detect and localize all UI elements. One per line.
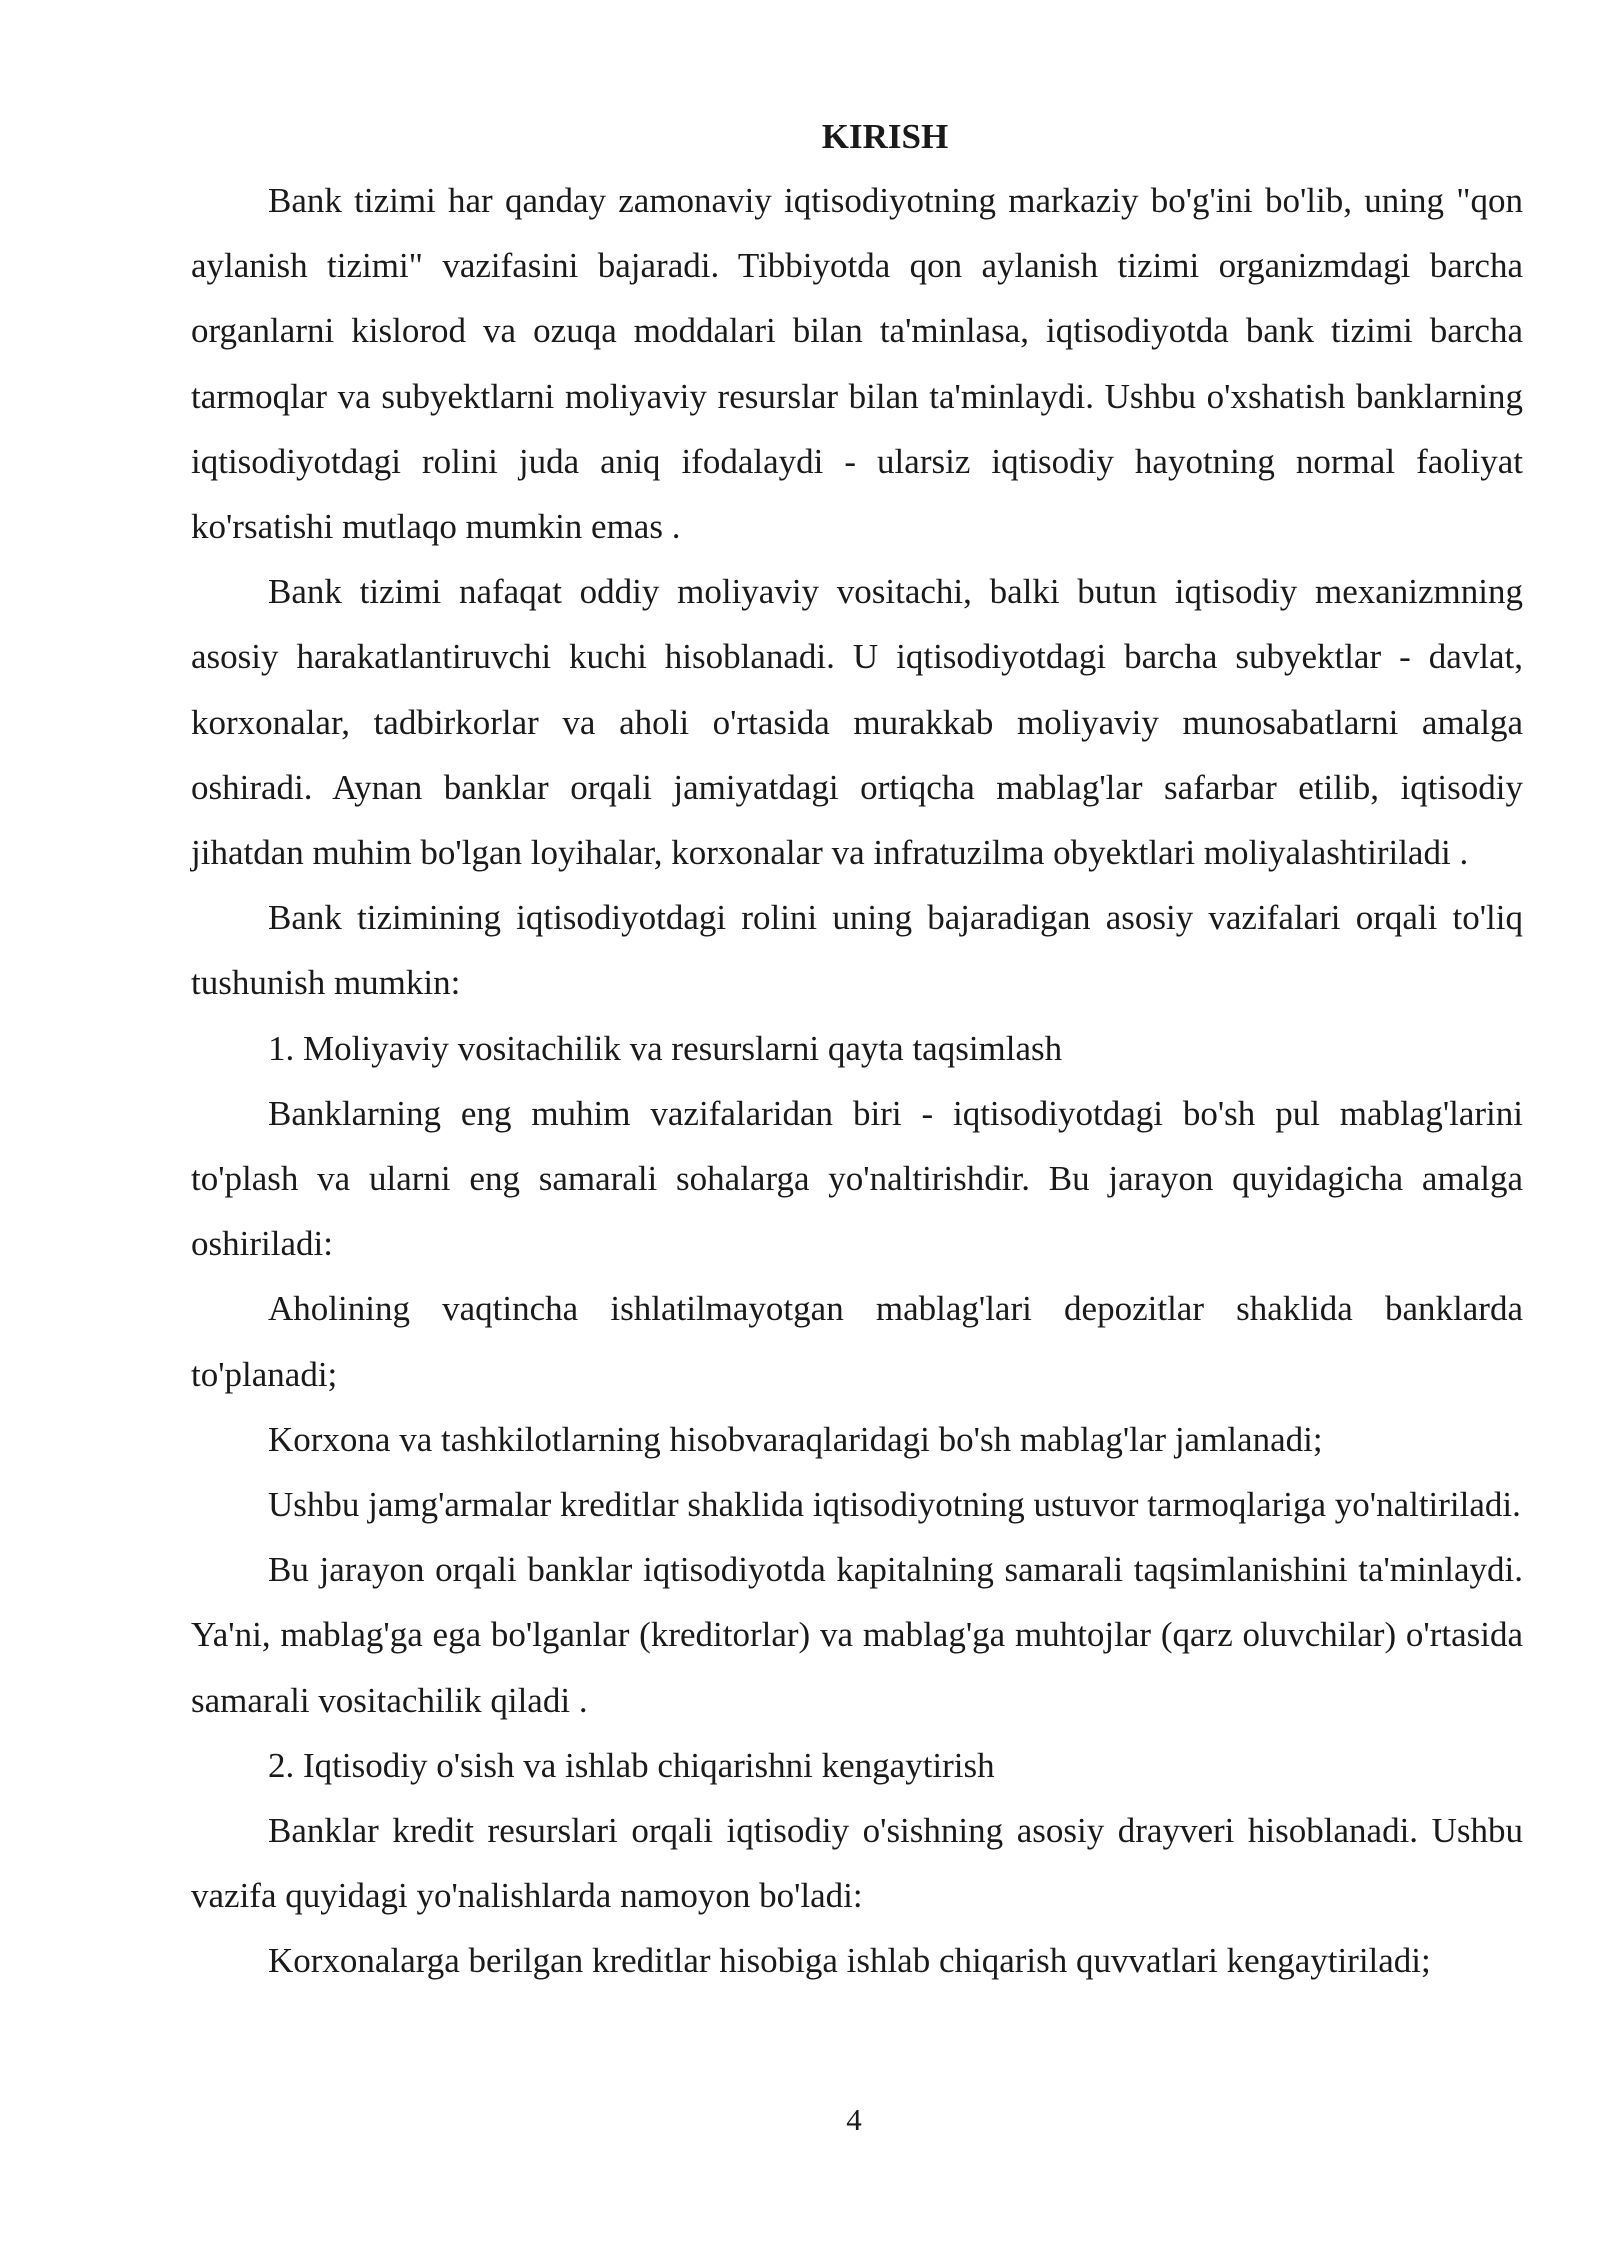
paragraph-intro: Bank tizimi har qanday zamonaviy iqtisodiyotning markaziy bo'g'ini bo'lib, uning "qon aylanish tizimi" vazifasini bajaradi. Tibbiyotda qon aylanish tizimi organizmdagi barcha organlarni kislorod va ozuqa moddalari bilan ta'minlasa, iqtisodiyotda bank tizimi barcha tarmoqlar va subyektlarni moliyaviy resurslar bilan ta'minlaydi. Ushbu o'xshatish banklarning iqtisodiyotdagi rolini juda aniq ifodalaydi - ularsiz iqtisodiy hayotning normal faoliyat ko'rsatishi mutlaqo mumkin emas . xyxy=(191,181,1523,547)
document-body xyxy=(191,106,1523,1994)
section-title: KIRISH xyxy=(821,117,949,156)
paragraph-credit-driver: Banklar kredit resurslari orqali iqtisodiy o'sishning asosiy drayveri hisoblanadi. Ushbu vazifa quyidagi yo'nalishlarda namoyon bo'ladi: xyxy=(191,1811,1523,1916)
paragraph-enterprise-funds: Korxona va tashkilotlarning hisobvaraqlaridagi bo'sh mablag'lar jamlanadi; xyxy=(268,1419,1323,1459)
heading-economic-growth: 2. Iqtisodiy o'sish va ishlab chiqarishni kengaytirish xyxy=(268,1745,995,1785)
paragraph-capacity-expansion: Korxonalarga berilgan kreditlar hisobiga ishlab chiqarish quvvatlari kengaytiriladi; xyxy=(268,1941,1431,1981)
paragraph-savings-credits: Ushbu jamg'armalar kreditlar shaklida iqtisodiyotning ustuvor tarmoqlariga yo'naltiriladi. xyxy=(268,1485,1521,1525)
paragraph-deposits: Aholining vaqtincha ishlatilmayotgan mablag'lari depozitlar shaklida banklarda to'planadi; xyxy=(191,1289,1523,1394)
paragraph-capital-allocation: Bu jarayon orqali banklar iqtisodiyotda kapitalning samarali taqsimlanishini ta'minlaydi. Ya'ni, mablag'ga ega bo'lganlar (kreditorlar) va mablag'ga muhtojlar (qarz oluvchilar) o'rtasida samarali vositachilik qiladi . xyxy=(191,1550,1523,1720)
paragraph-banks-functions: Banklarning eng muhim vazifalaridan biri - iqtisodiyotdagi bo'sh pul mablag'larini to'plash va ularni eng samarali sohalarga yo'naltirishdir. Bu jarayon quyidagicha amalga oshiriladi: xyxy=(191,1093,1523,1264)
page-number: 4 xyxy=(846,2102,862,2137)
paragraph-bank-system: Bank tizimi nafaqat oddiy moliyaviy vositachi, balki butun iqtisodiy mexanizmning asosiy harakatlantiruvchi kuchi hisoblanadi. U iqtisodiyotdagi barcha subyektlar - davlat, korxonalar, tadbirkorlar va aholi o'rtasida murakkab moliyaviy munosabatlarni amalga oshiradi. Aynan banklar orqali jamiyatdagi ortiqcha mablag'lar safarbar etilib, iqtisodiy jihatdan muhim bo'lgan loyihalar, korxonalar va infratuzilma obyektlari moliyalashtiriladi . xyxy=(191,572,1523,873)
paragraph-role: Bank tizimining iqtisodiyotdagi rolini uning bajaradigan asosiy vazifalari orqali to'liq tushunish mumkin: xyxy=(191,898,1523,1003)
heading-financial-intermediation: 1. Moliyaviy vositachilik va resurslarni qayta taqsimlash xyxy=(268,1028,1063,1068)
